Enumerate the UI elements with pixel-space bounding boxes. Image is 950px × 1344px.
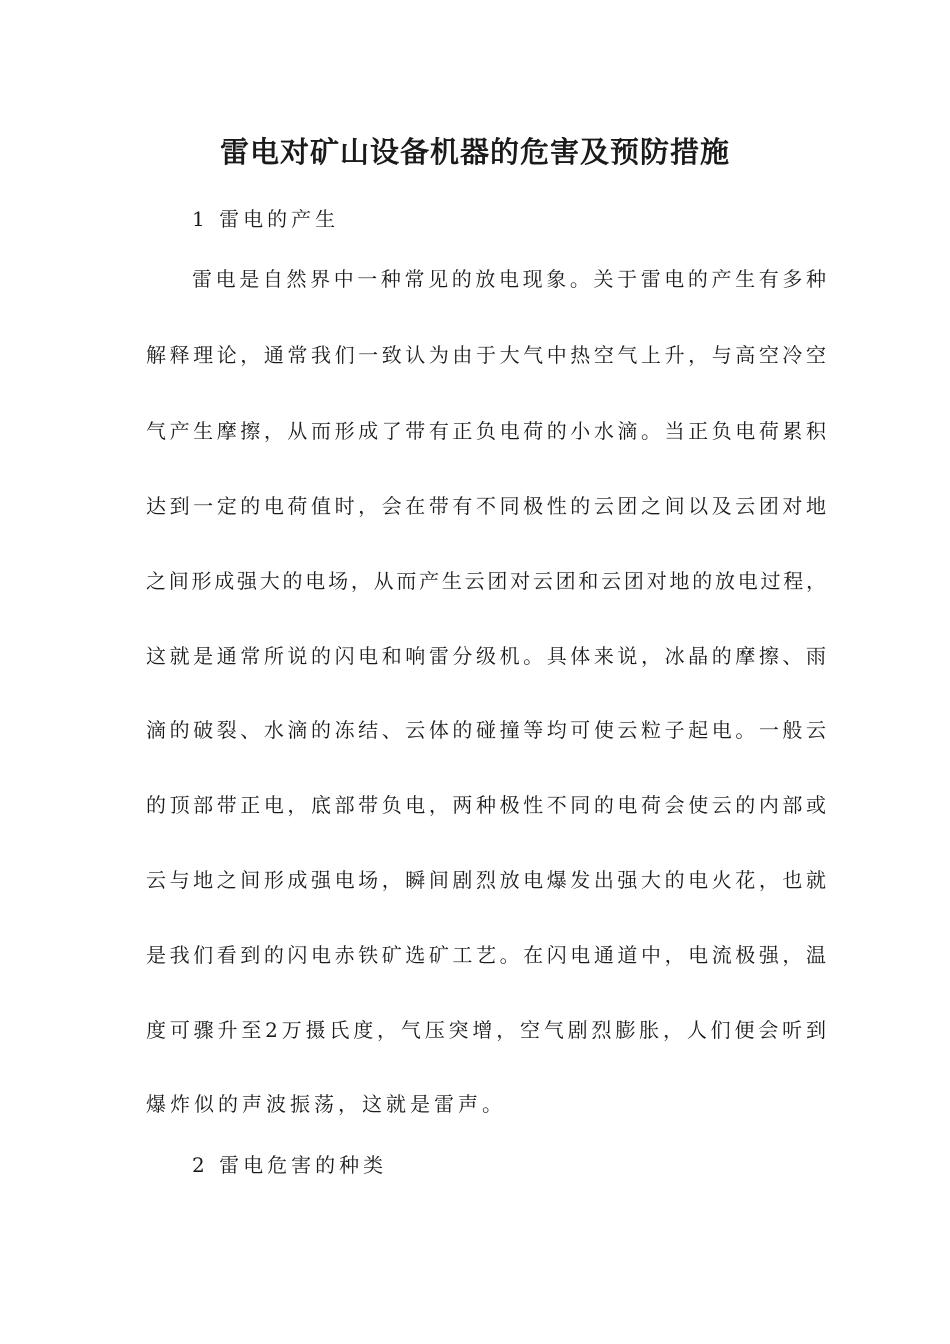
- section-2-heading: 2 雷电危害的种类: [192, 1153, 388, 1177]
- document-title: 雷电对矿山设备机器的危害及预防措施: [219, 135, 730, 169]
- paragraph-line: 气产生摩擦，从而形成了带有正负电荷的小水滴。当正负电荷累积: [146, 419, 826, 443]
- paragraph-line: 度可骤升至2万摄氏度，气压突增，空气剧烈膨胀，人们便会听到: [146, 1018, 826, 1042]
- paragraph-line: 云与地之间形成强电场，瞬间剧烈放电爆发出强大的电火花，也就: [146, 868, 826, 892]
- paragraph-line: 雷电是自然界中一种常见的放电现象。关于雷电的产生有多种: [192, 267, 826, 291]
- paragraph-line: 的顶部带正电，底部带负电，两种极性不同的电荷会使云的内部或: [146, 793, 826, 817]
- paragraph-line: 之间形成强大的电场，从而产生云团对云团和云团对地的放电过程，: [146, 569, 826, 593]
- paragraph-line: 解释理论，通常我们一致认为由于大气中热空气上升，与高空冷空: [146, 343, 826, 367]
- paragraph-line: 这就是通常所说的闪电和响雷分级机。具体来说，冰晶的摩擦、雨: [146, 644, 826, 668]
- paragraph-line: 滴的破裂、水滴的冻结、云体的碰撞等均可使云粒子起电。一般云: [146, 718, 826, 742]
- paragraph-line: 爆炸似的声波振荡，这就是雷声。: [146, 1092, 506, 1116]
- paragraph-line: 是我们看到的闪电赤铁矿选矿工艺。在闪电通道中，电流极强，温: [146, 943, 826, 967]
- paragraph-line: 达到一定的电荷值时，会在带有不同极性的云团之间以及云团对地: [146, 494, 826, 518]
- section-1-heading: 1 雷电的产生: [192, 207, 340, 231]
